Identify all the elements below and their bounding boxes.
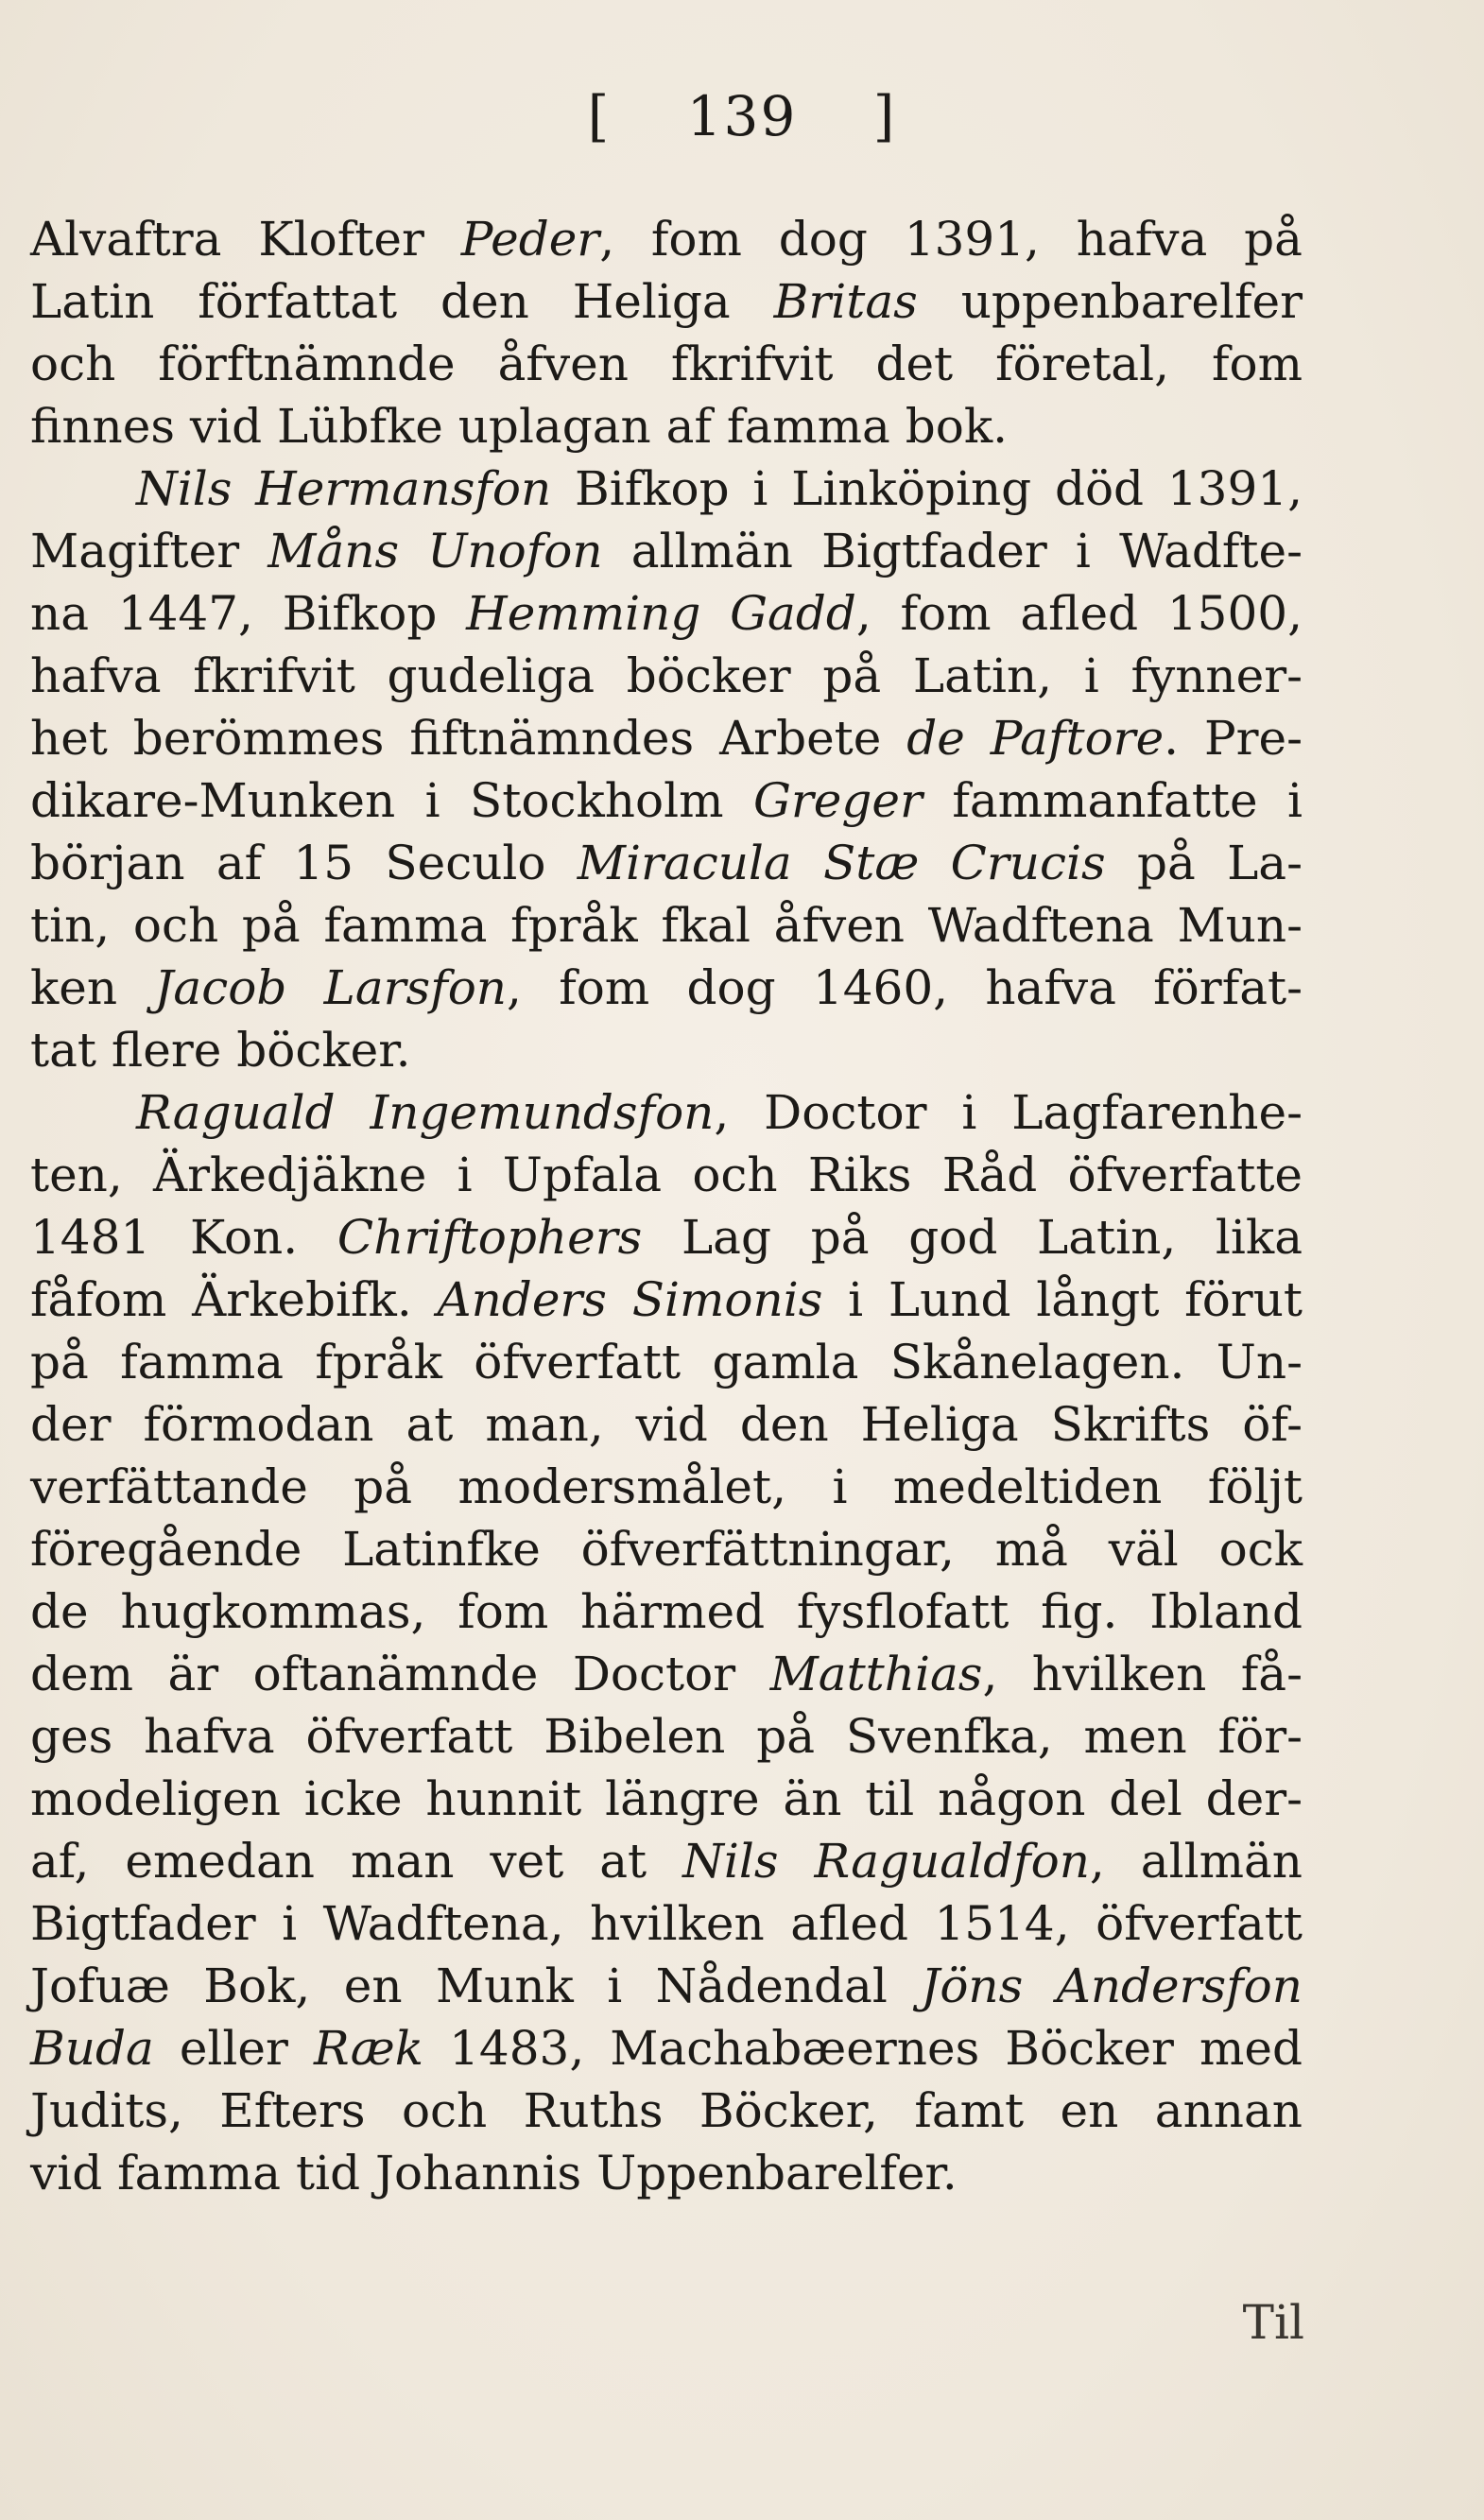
italic-name: Matthias: [769, 1647, 983, 1701]
italic-name: Nils Hermansfon: [136, 461, 552, 516]
text-line: [30, 1456, 1303, 1518]
text-run: fammanfatte i: [922, 773, 1303, 828]
catchword: Til: [1242, 2295, 1304, 2350]
text-run: af, emedan man vet at: [30, 1834, 683, 1889]
text-run: , fom dog 1460, hafva förfat-: [507, 960, 1303, 1015]
text-run: föregående Latinfke öfverfättningar, må väl ock: [30, 1522, 1303, 1577]
right-bracket: ]: [872, 84, 897, 148]
text-line: [30, 1705, 1303, 1768]
text-run: . Pre-: [1164, 711, 1303, 766]
text-run: modeligen icke hunnit längre än til någon del der-: [30, 1771, 1303, 1826]
text-run: 1481 Kon.: [30, 1210, 337, 1265]
text-run: Magifter: [30, 524, 268, 578]
text-run: finnes vid Lübfke uplagan af famma bok.: [30, 399, 1009, 454]
text-run: Jofuæ Bok, en Munk i Nådendal: [30, 1959, 922, 2013]
text-line: [30, 1269, 1303, 1331]
text-run: uppenbarelfer: [917, 274, 1303, 329]
text-line: [30, 1518, 1303, 1580]
text-line: [30, 1955, 1303, 2017]
italic-name: Miracula Stæ Crucis: [577, 836, 1106, 890]
text-line: [30, 894, 1303, 957]
text-run: , allmän: [1089, 1834, 1303, 1889]
italic-name: Hemming Gadd: [466, 586, 856, 641]
text-run: fåfom Ärkebifk.: [30, 1272, 438, 1327]
italic-name: Peder: [460, 212, 600, 267]
text-line: [30, 1019, 1303, 1081]
text-run: ges hafva öfverfatt Bibelen på Svenfka, men för-: [30, 1709, 1303, 1764]
text-line: [30, 645, 1303, 707]
text-line: [30, 2080, 1303, 2142]
italic-name: Buda: [30, 2021, 154, 2076]
text-run: verfättande på modersmålet, i medeltiden följt: [30, 1459, 1303, 1514]
italic-name: Anders Simonis: [437, 1272, 823, 1327]
left-bracket: [: [587, 84, 612, 148]
text-line: [30, 333, 1303, 395]
text-line: [30, 1830, 1303, 1892]
text-run: , fom dog 1391, hafva på: [599, 212, 1303, 267]
text-run: 1483, Machabæernes Böcker med: [423, 2021, 1303, 2076]
text-line: [30, 208, 1303, 270]
text-run: , Doctor i Lagfarenhe-: [714, 1085, 1303, 1140]
text-line: [30, 1331, 1303, 1393]
text-run: Latin författat den Heliga: [30, 274, 774, 329]
text-run: allmän Bigtfader i Wadfte-: [602, 524, 1303, 578]
text-run: på La-: [1105, 836, 1303, 890]
italic-name: Jacob Larsfon: [154, 960, 508, 1015]
text-run: dem är oftanämnde Doctor: [30, 1647, 770, 1701]
text-line: [30, 270, 1303, 333]
text-run: början af 15 Seculo: [30, 836, 578, 890]
text-line: [30, 957, 1303, 1019]
text-run: dikare-Munken i Stockholm: [30, 773, 753, 828]
text-line: [30, 707, 1303, 769]
text-run: Lag på god Latin, lika: [642, 1210, 1303, 1265]
page-number: 139: [686, 84, 798, 148]
text-run: tat flere böcker.: [30, 1023, 411, 1078]
italic-name: Raguald Ingemundsfon: [136, 1085, 715, 1140]
text-line: [30, 769, 1303, 832]
body-text: [30, 208, 1303, 2204]
text-run: Judits, Efters och Ruths Böcker, famt en annan: [30, 2083, 1303, 2138]
text-run: i Lund långt förut: [822, 1272, 1303, 1327]
text-line: [30, 1393, 1303, 1456]
text-run: na 1447, Bifkop: [30, 586, 467, 641]
text-run: eller: [153, 2021, 314, 2076]
text-line: [30, 2142, 1303, 2204]
text-line: [30, 1892, 1303, 1955]
text-line: [30, 1206, 1303, 1269]
italic-name: Måns Unofon: [267, 524, 603, 578]
italic-name: Ræk: [313, 2021, 424, 2076]
italic-name: Britas: [773, 274, 918, 329]
text-line: [30, 395, 1303, 457]
text-run: ten, Ärkedjäkne i Upfala och Riks Råd öfverfatte: [30, 1148, 1303, 1202]
text-line: [30, 2017, 1303, 2080]
italic-name: de Paftore: [906, 711, 1165, 766]
text-run: hafva fkrifvit gudeliga böcker på Latin, i fynner-: [30, 648, 1303, 703]
text-run: het berömmes fiftnämndes Arbete: [30, 711, 907, 766]
text-run: der förmodan at man, vid den Heliga Skrifts öf-: [30, 1397, 1303, 1452]
text-run: ken: [30, 960, 155, 1015]
text-line: [30, 1768, 1303, 1830]
text-line: [30, 457, 1303, 520]
text-run: Bigtfader i Wadftena, hvilken afled 1514, öfverfatt: [30, 1896, 1303, 1951]
italic-name: Jöns Andersfon: [921, 1959, 1303, 2013]
text-run: de hugkommas, fom härmed fysflofatt fig. Ibland: [30, 1584, 1303, 1639]
text-run: tin, och på famma fpråk fkal åfven Wadftena Mun-: [30, 898, 1303, 953]
italic-name: Greger: [752, 773, 923, 828]
text-line: [30, 1643, 1303, 1705]
text-line: [30, 582, 1303, 645]
text-run: vid famma tid Johannis Uppenbarelfer.: [30, 2146, 958, 2201]
text-line: [30, 1144, 1303, 1206]
text-line: [30, 520, 1303, 582]
text-line: [30, 1081, 1303, 1144]
text-run: Alvaftra Klofter: [30, 212, 461, 267]
text-run: på famma fpråk öfverfatt gamla Skånelagen. Un-: [30, 1335, 1303, 1389]
italic-name: Chriftophers: [336, 1210, 643, 1265]
italic-name: Nils Ragualdfon: [682, 1834, 1090, 1889]
page-header: [0, 83, 1484, 149]
text-run: , hvilken få-: [982, 1647, 1303, 1701]
text-run: , fom afled 1500,: [855, 586, 1303, 641]
text-line: [30, 1580, 1303, 1643]
text-line: [30, 832, 1303, 894]
text-run: och förftnämnde åfven fkrifvit det företal, fom: [30, 337, 1303, 391]
text-run: Bifkop i Linköping död 1391,: [551, 461, 1303, 516]
